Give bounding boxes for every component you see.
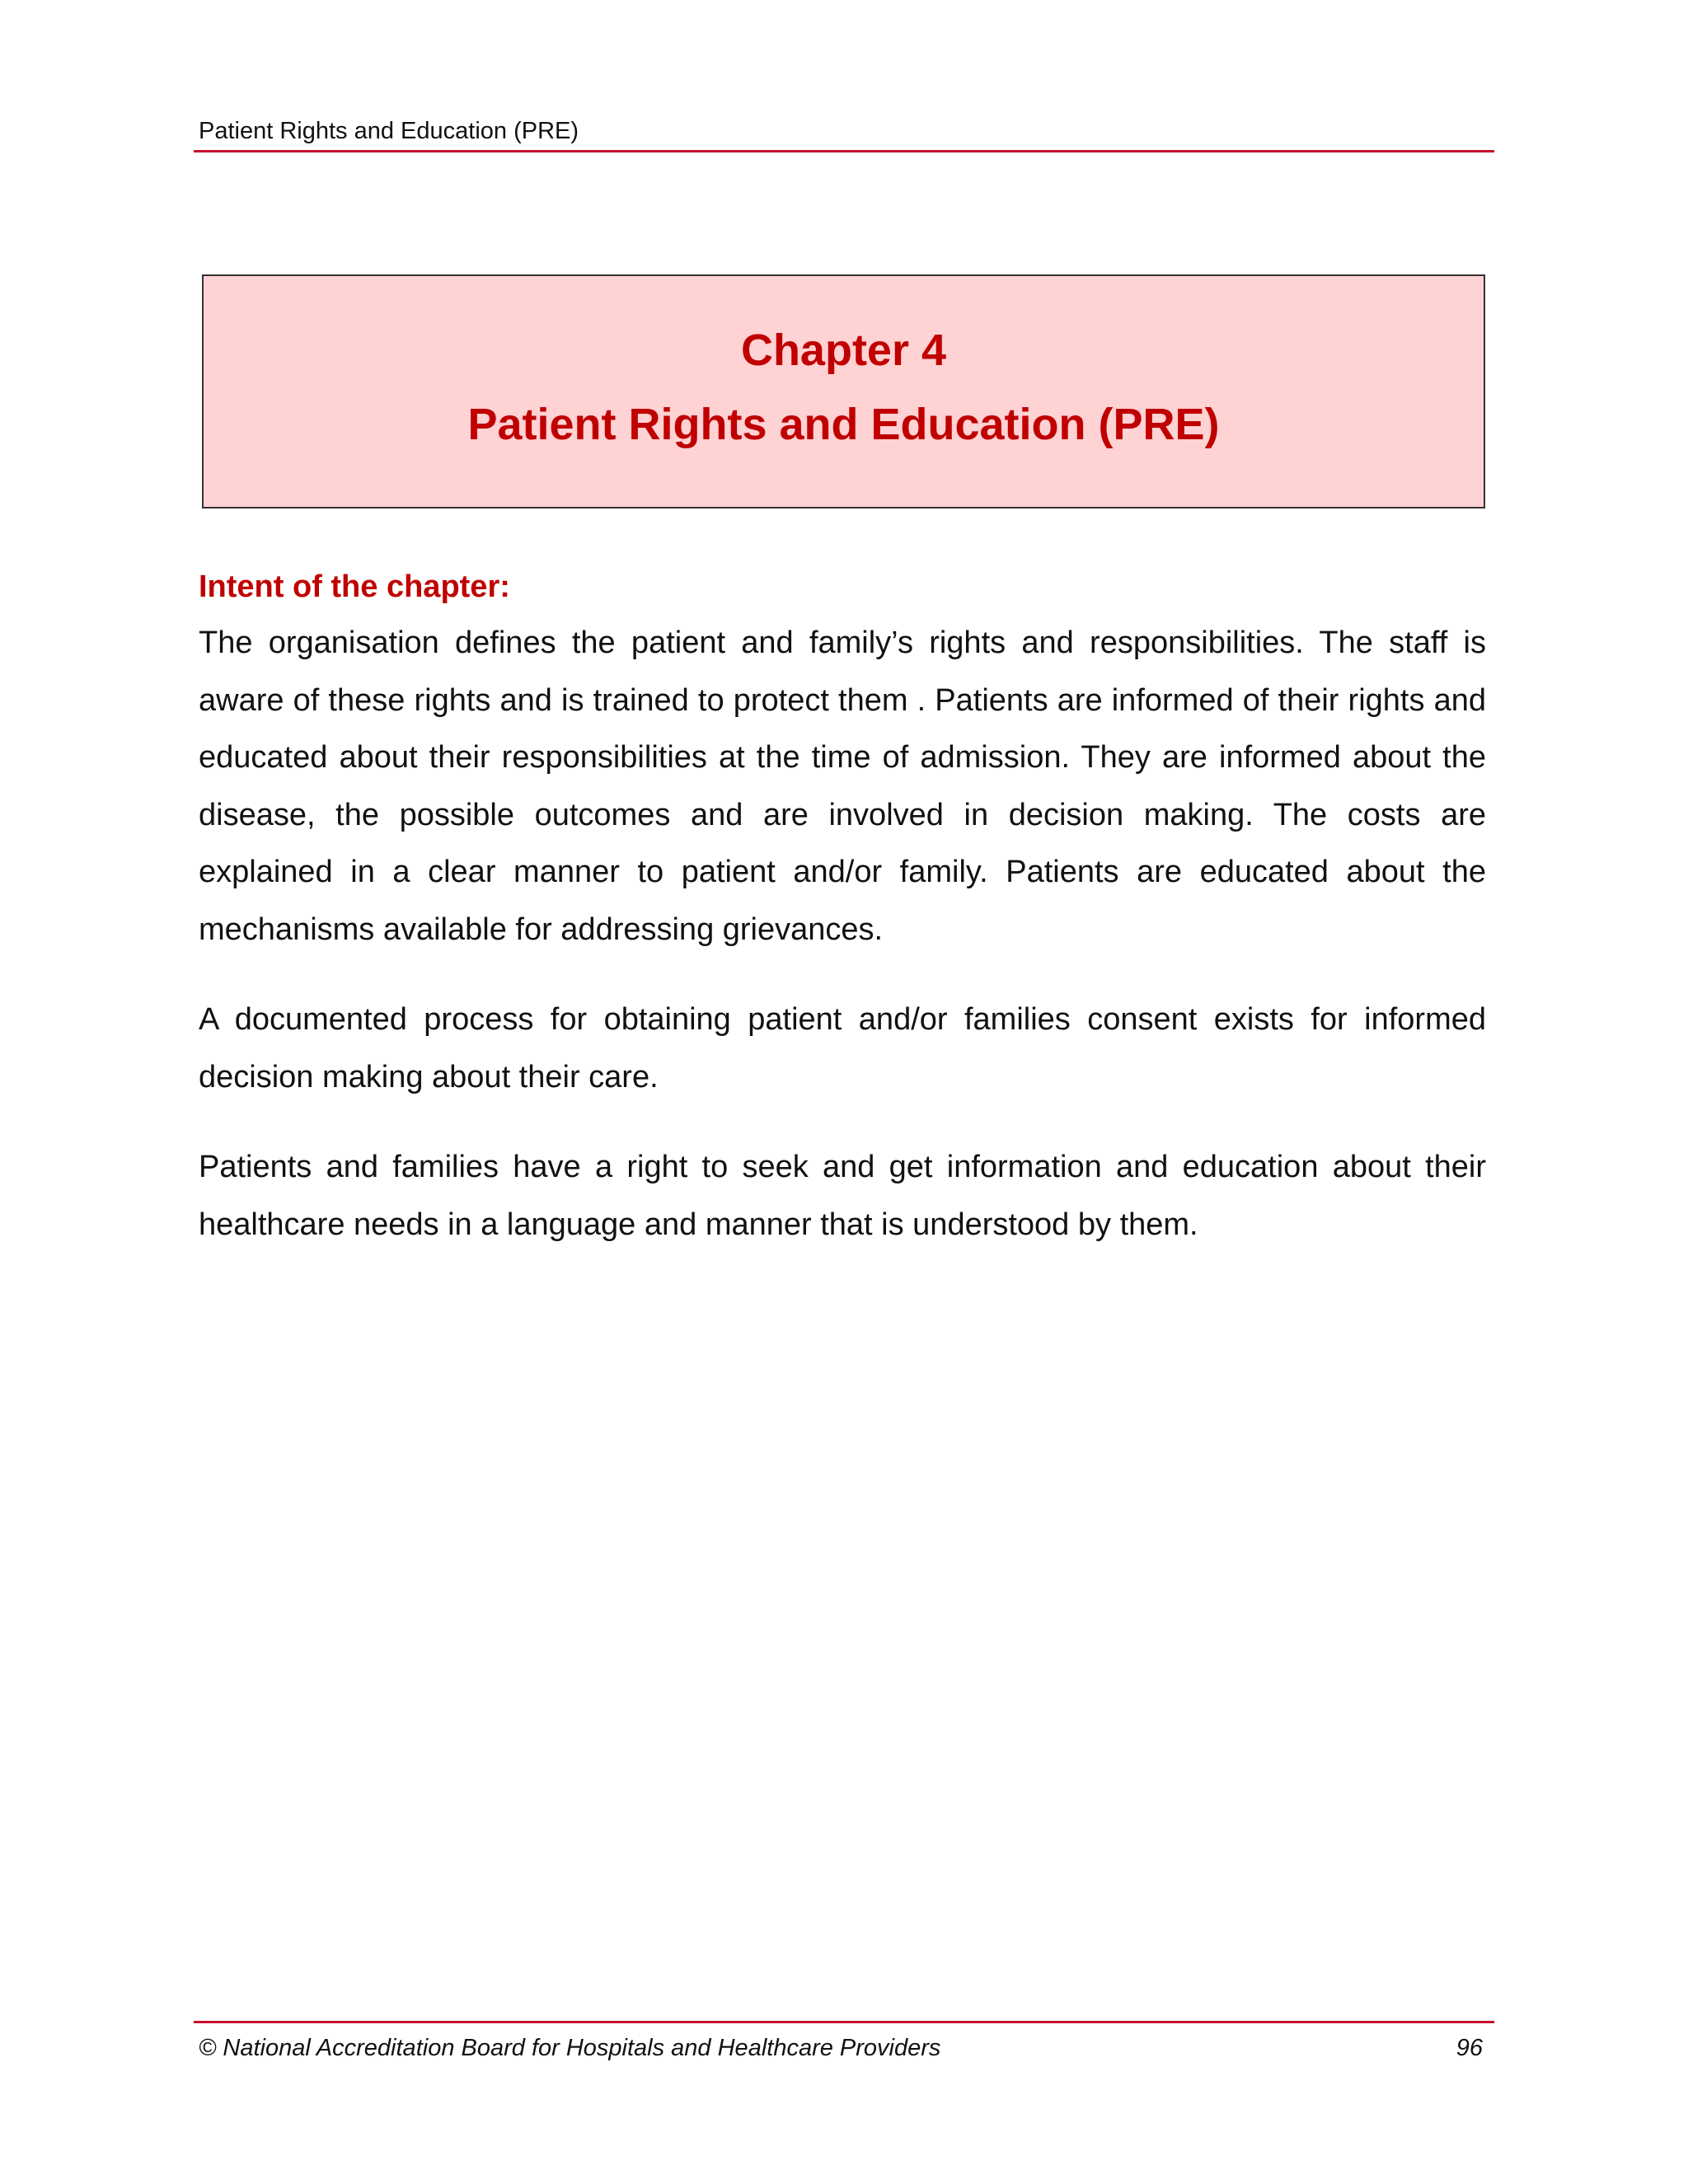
running-header: [194, 117, 1494, 152]
page-footer: [194, 2021, 1494, 2061]
chapter-title-box: [202, 274, 1485, 509]
chapter-intent-section: [199, 559, 1486, 1254]
intent-heading: Intent of the chapter:: [199, 569, 510, 604]
chapter-title: Patient Rights and Education (PRE): [467, 400, 1220, 449]
intent-paragraph-1: The organisation defines the patient and family’s rights and responsibilities. The staff is aware of these rights and is trained to protect them . Patients are informed of their rights and educated about their responsibilities at the time of admission. They are informed about the disease, the possible outcomes and are involved in decision making. The costs are explained in a clear manner to patient and/or family. Patients are educated about the mechanisms available for addressing grievances.: [199, 626, 1486, 947]
intent-paragraph-3: Patients and families have a right to seek and get information and education about their healthcare needs in a language and manner that is understood by them.: [199, 1150, 1486, 1242]
footer-copyright: © National Accreditation Board for Hospitals and Healthcare Providers: [199, 2035, 941, 2061]
page-number: 96: [1456, 2035, 1483, 2061]
intent-paragraph-2: A documented process for obtaining patient and/or families consent exists for informed decision making about their care.: [199, 1002, 1486, 1094]
chapter-number: Chapter 4: [740, 326, 947, 375]
running-header-title: Patient Rights and Education (PRE): [199, 118, 579, 144]
